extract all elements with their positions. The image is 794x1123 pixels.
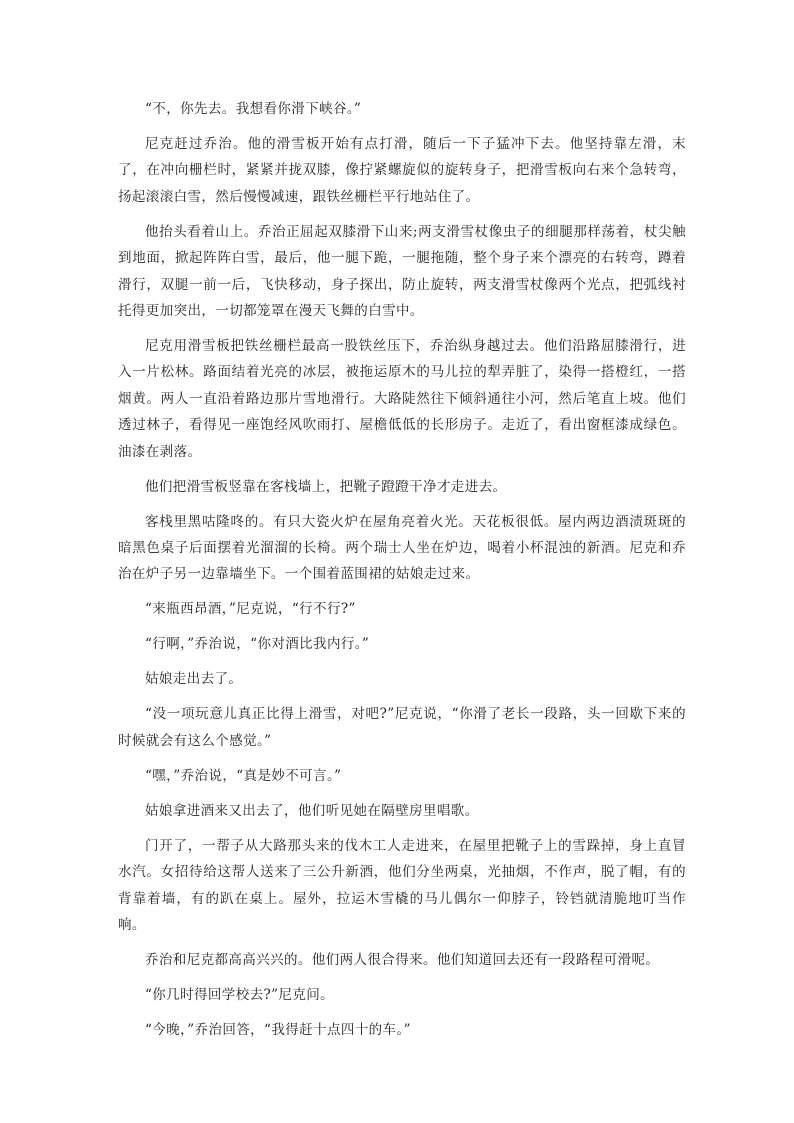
paragraph: 姑娘拿进酒来又出去了，他们听见她在隔壁房里唱歌。 (145, 802, 479, 819)
paragraph: “你几时得回学校去?”尼克问。 (145, 987, 335, 1004)
paragraph: “来瓶西昂酒，”尼克说，“行不行?” (145, 601, 356, 618)
paragraph: “不，你先去。我想看你滑下峡谷。” (145, 101, 362, 117)
paragraph: “今晚，”乔治回答，“我得赶十点四十的车。” (145, 1022, 411, 1039)
paragraph: “嘿，”乔治说，“真是妙不可言。” (145, 767, 342, 784)
paragraph: 他抬头看着山上。乔治正屈起双膝滑下山来;两支滑雪杖像虫子的细腿那样荡着，杖尖触到地面，掀起阵阵白雪，最后，他一腿下跪，一腿拖随，整个身子来个漂亮的右转弯，蹲着滑行，双腿一前一后，飞快移动，身子探出，防止旋转，两支滑雪杖像两个光点，把弧线衬托得更加突出，一切都笼罩在漫天飞舞的白雪中。 (118, 223, 686, 320)
paragraph: 尼克用滑雪板把铁丝栅栏最高一股铁丝压下，乔治纵身越过去。他们沿路屈膝滑行，进入一片松林。路面结着光亮的冰层，被拖运原木的马儿拉的犁弄脏了，染得一搭橙红，一搭烟黄。两人一直沿着路边那片雪地滑行。大路陡然往下倾斜通往小河，然后笔直上坡。他们透过林子，看得见一座饱经风吹雨打、屋檐低低的长形房子。走近了，看出窗框漆成绿色。油漆在剥落。 (118, 338, 686, 460)
paragraph: “行啊，”乔治说，“你对酒比我内行。” (145, 636, 370, 653)
paragraph: “没一项玩意儿真正比得上滑雪，对吧?”尼克说，“你滑了老长一段路，头一回歇下来的时候就会有这么个感觉。” (118, 706, 686, 749)
paragraph: 乔治和尼克都高高兴兴的。他们两人很合得来。他们知道回去还有一段路程可滑呢。 (145, 952, 660, 969)
story-text (118, 96, 686, 1052)
paragraph: 门开了，一帮子从大路那头来的伐木工人走进来，在屋里把靴子上的雪跺掉，身上直冒水汽。女招待给这帮人送来了三公升新酒，他们分坐两桌，光抽烟，不作声，脱了帽，有的背靠着墙，有的趴在桌上。屋外，拉运木雪橇的马儿偶尔一仰脖子，铃铛就清脆地叮当作响。 (118, 837, 686, 934)
paragraph: 客栈里黑咕隆咚的。有只大瓷火炉在屋角亮着火光。天花板很低。屋内两边酒渍斑斑的暗黑色桌子后面摆着光溜溜的长椅。两个瑞士人坐在炉边，喝着小杯混浊的新酒。尼克和乔治在炉子另一边靠墙坐下。一个围着蓝围裙的姑娘走过来。 (118, 513, 686, 583)
paragraph: 姑娘走出去了。 (145, 671, 243, 688)
paragraph: 尼克赶过乔治。他的滑雪板开始有点打滑，随后一下子猛冲下去。他坚持靠左滑，末了，在冲向栅栏时，紧紧并拢双膝，像拧紧螺旋似的旋转身子，把滑雪板向右来个急转弯，扬起滚滚白雪，然后慢慢减速，跟铁丝栅栏平行地站住了。 (118, 136, 686, 205)
paragraph: 他们把滑雪板竖靠在客栈墙上，把靴子蹬蹬干净才走进去。 (145, 478, 507, 495)
